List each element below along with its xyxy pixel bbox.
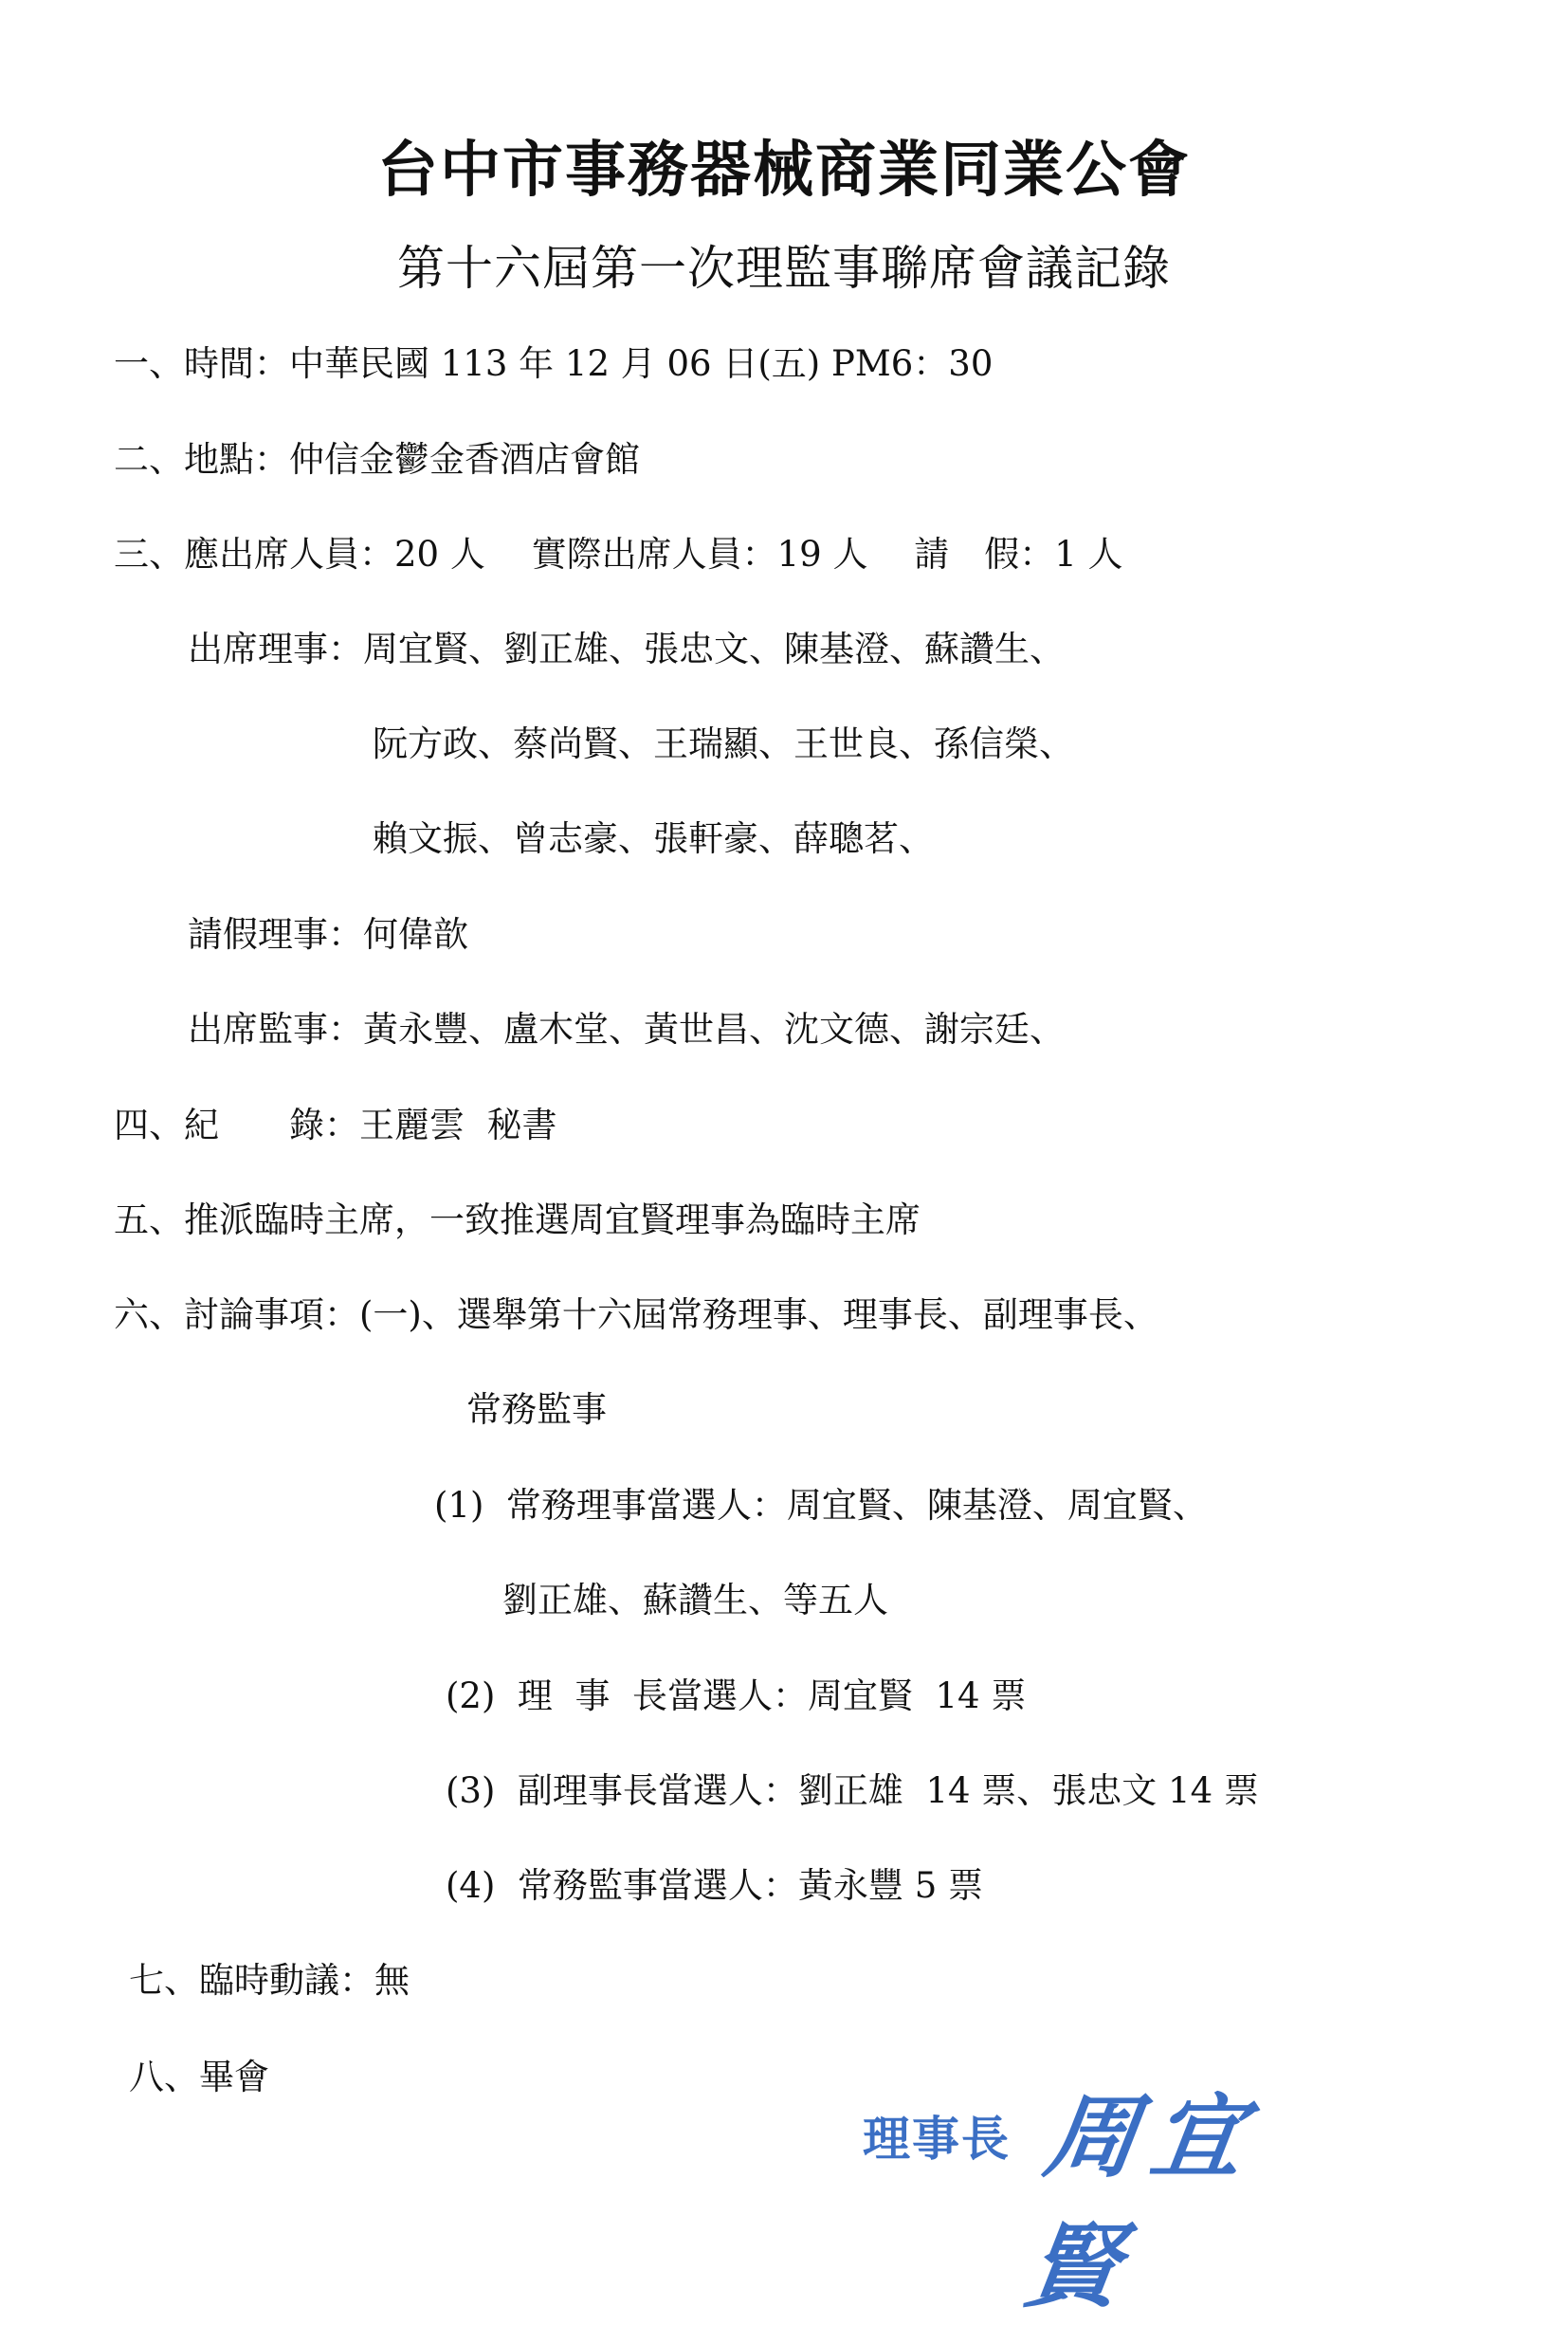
meeting-location: 二、地點：仲信金鬱金香酒店會館: [114, 439, 640, 480]
document-subtitle: 第十六屆第一次理監事聯席會議記錄: [397, 241, 1171, 296]
interim-chair: 五、推派臨時主席，一致推選周宜賢理事為臨時主席: [114, 1199, 921, 1240]
chairman-signature-stamp: [863, 2065, 1337, 2320]
discussion-item-line-2: 常務監事: [466, 1389, 607, 1430]
election-result-4: (4) 常務監事當選人：黃永豐 5 票: [446, 1865, 983, 1906]
document-title: 台中市事務器械商業同業公會: [377, 136, 1191, 206]
election-result-3: (3) 副理事長當選人：劉正雄 14 票、張忠文 14 票: [446, 1770, 1259, 1811]
directors-present-line-2: 阮方政、蔡尚賢、王瑞顯、王世良、孫信榮、: [373, 723, 1074, 764]
attendance-summary: 三、應出席人員：20 人 實際出席人員：19 人 請 假：1 人: [114, 534, 1123, 575]
extraordinary-motions: 七、臨時動議：無: [129, 1960, 410, 2001]
directors-on-leave: 請假理事：何偉歆: [188, 914, 468, 955]
directors-present-line-1: 出席理事：周宜賢、劉正雄、張忠文、陳基澄、蘇讚生、: [188, 629, 1065, 669]
election-result-2: (2) 理 事 長當選人：周宜賢 14 票: [446, 1675, 1027, 1716]
signature-title: 理事長: [863, 2111, 1011, 2167]
signature-name: 周宜賢: [1020, 2083, 1267, 2320]
meeting-time: 一、時間：中華民國 113 年 12 月 06 日(五) PM6：30: [114, 343, 994, 384]
supervisors-present: 出席監事：黃永豐、盧木堂、黃世昌、沈文德、謝宗廷、: [188, 1009, 1065, 1050]
election-result-1-line-2: 劉正雄、蘇讚生、等五人: [502, 1580, 888, 1620]
recorder: 四、紀 錄：王麗雲 秘書: [114, 1105, 557, 1145]
election-result-1-line-1: (1) 常務理事當選人：周宜賢、陳基澄、周宜賢、: [434, 1485, 1208, 1526]
discussion-item-line-1: 六、討論事項：(一)、選舉第十六屆常務理事、理事長、副理事長、: [114, 1294, 1158, 1335]
meeting-adjourned: 八、畢會: [129, 2057, 269, 2097]
directors-present-line-3: 賴文振、曾志豪、張軒豪、薛聰茗、: [373, 818, 934, 859]
